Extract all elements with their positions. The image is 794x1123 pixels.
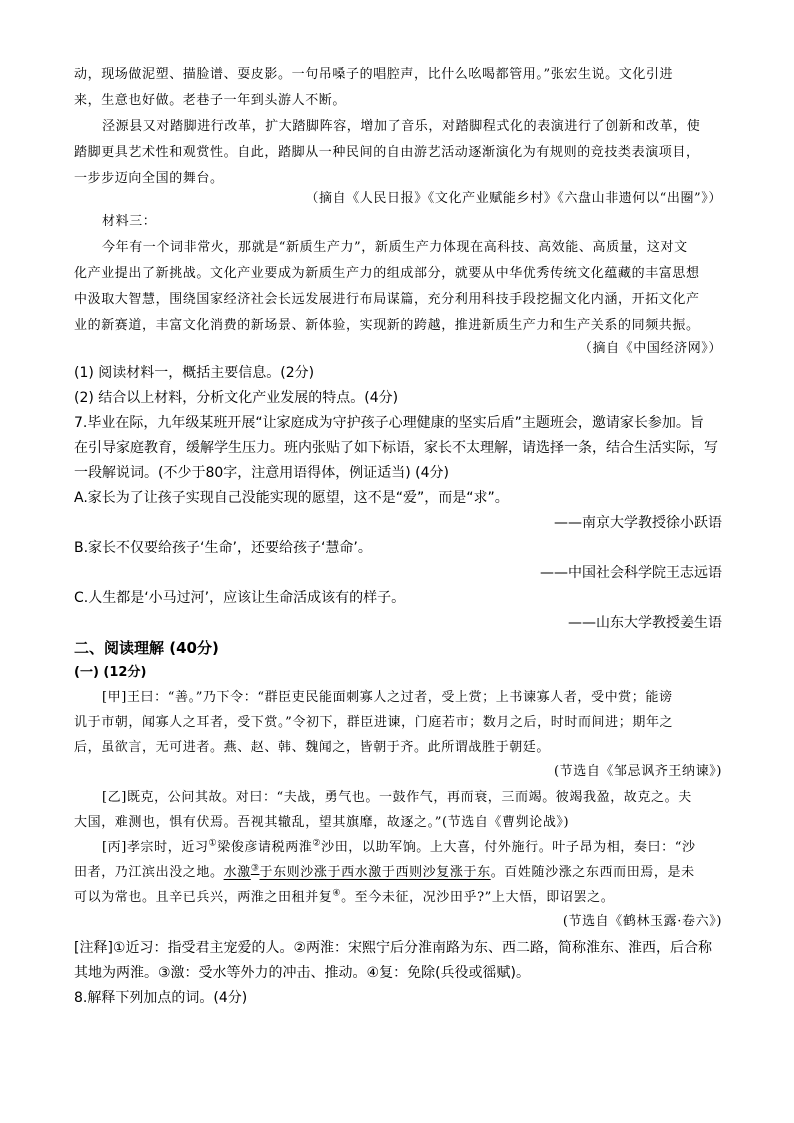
material2-line: 一步步迈向全国的舞台。: [74, 171, 224, 186]
material3-line: 今年有一个词非常火，那就是“新质生产力”，新质生产力体现在高科技、高效能、高质量，这对文: [102, 240, 688, 255]
question-7-line: 7.毕业在际，九年级某班开展“让家庭成为守护孩子心理健康的坚实后盾”主题班会，邀请家长参加。旨: [74, 415, 704, 431]
note-marker: ①: [208, 838, 218, 849]
passage-yi-line: 大国，难测也，惧有伏焉。吾视其辙乱，望其旗靡，故逐之。”(节选自《曹刿论战》): [74, 815, 570, 830]
question-1: (1) 阅读材料一，概括主要信息。(2分): [74, 365, 315, 381]
passage-yi-line: [乙]既克，公问其故。对曰：“夫战，勇气也。一鼓作气，再而衰，三而竭。彼竭我盈，故克之。夫: [102, 790, 692, 805]
passage-jia-line: [甲]王曰：“善。”乃下令：“群臣吏民能面刺寡人之过者，受上赏；上书谏寡人者，受中赏；能谤: [102, 690, 673, 705]
passage-bing-line: [74, 885, 722, 911]
text-span: 可以为常也。且辛已兵兴，两淮之田租并复: [74, 890, 333, 905]
question-7-line: 在引导家庭教育，缓解学生压力。班内张贴了如下标语，家长不太理解，请选择一条，结合生活实际，写: [74, 440, 718, 456]
note-marker: ④: [332, 888, 342, 899]
option-c: C.人生都是‘小马过河’，应该让生命活成该有的样子。: [74, 590, 406, 606]
material2-line: 动，现场做泥塑、描脸谱、耍皮影。一句吊嗓子的唱腔声，比什么吆喝都管用。”张宏生说。文化引进: [74, 67, 674, 82]
section-part-title: (一) (12分): [74, 665, 147, 680]
material2-line: 来，生意也好做。老巷子一年到头游人不断。: [74, 93, 347, 108]
material3-line: 业的新赛道，丰富文化消费的新场景、新体验，实现新的跨越，推进新质生产力和生产关系的同频共振。: [74, 318, 700, 333]
text-span: 。至今未征，况沙田乎?”上大悟，即诏罢之。: [341, 890, 615, 905]
material2-source: （摘自《人民日报》《文化产业赋能乡村》《六盘山非遗何以“出圈”》）: [305, 191, 722, 206]
notes-line: 其地为两淮。③激：受水等外力的冲击、推动。④复：免除(兵役或徭赋)。: [74, 965, 531, 981]
material3-source: （摘自《中国经济网》）: [578, 341, 722, 356]
passage-jia-line: 讥于市朝，闻寡人之耳者，受下赏。”令初下，群臣进谏，门庭若市；数月之后，时时而间进；期年之: [74, 715, 674, 730]
text-span: [丙]孝宗时，近习: [102, 840, 209, 855]
passage-jia-line: 后，虽欲言，无可进者。燕、赵、韩、魏闻之，皆朝于齐。此所谓战胜于朝廷。: [74, 740, 551, 755]
material3-label: 材料三：: [102, 214, 157, 229]
section-title: 二、阅读理解 (40分): [74, 639, 219, 657]
notes-line: [注释]①近习：指受君主宠爱的人。②两淮：宋熙宁后分淮南路为东、西二路，简称淮东、淮西，后合称: [74, 940, 713, 956]
passage-bing-source: (节选自《鹤林玉露·卷六》): [562, 914, 722, 929]
option-c-source: ——山东大学教授姜生语: [568, 615, 722, 631]
option-a-source: ——南京大学教授徐小跃语: [554, 515, 722, 531]
underlined-sentence: 于东则沙涨于西水激于西则沙复涨于东: [259, 865, 491, 880]
material2-line: 泾源县又对踏脚进行改革，扩大踏脚阵容，增加了音乐，对踏脚程式化的表演进行了创新和改革，使: [102, 119, 701, 134]
material3-line: 化产业提出了新挑战。文化产业要成为新质生产力的组成部分，就要从中华优秀传统文化蕴藏的丰富思想: [74, 266, 700, 281]
option-a: A.家长为了让孩子实现自己没能实现的愿望，这不是“爱”，而是“求”。: [74, 490, 509, 506]
note-marker: ③: [250, 863, 260, 874]
question-2: (2) 结合以上材料，分析文化产业发展的特点。(4分): [74, 390, 399, 406]
passage-bing-line: [74, 835, 722, 861]
option-b-source: ——中国社会科学院王志远语: [540, 565, 722, 581]
text-span: 梁俊彦请税两淮: [217, 840, 313, 855]
text-span: 。百姓随沙涨之东西而田焉，是未: [490, 865, 695, 880]
passage-bing-line: [74, 860, 722, 886]
passage-jia-source: (节选自《邹忌讽齐王纳谏》): [553, 764, 722, 779]
material3-line: 中汲取大智慧，围绕国家经济社会长远发展进行布局谋篇，充分利用科技手段挖掘文化内涵，开拓文化产: [74, 292, 700, 307]
question-7-line: 一段解说词。(不少于80字，注意用语得体，例证适当) (4分): [74, 465, 450, 481]
text-span: 沙田，以助军饷。上大喜，付外施行。叶子昂为相，奏曰：“沙: [321, 840, 696, 855]
underlined-sentence: 水激: [223, 865, 251, 880]
material2-line: 踏脚更具艺术性和观赏性。自此，踏脚从一种民间的自由游艺活动逐渐演化为有规则的竞技类表演项目，: [74, 145, 700, 160]
question-8: 8.解释下列加点的词。(4分): [74, 990, 248, 1006]
text-span: 田者，乃江滨出没之地。: [74, 865, 224, 880]
option-b: B.家长不仅要给孩子‘生命’，还要给孩子‘慧命’。: [74, 540, 372, 556]
note-marker: ②: [312, 838, 322, 849]
